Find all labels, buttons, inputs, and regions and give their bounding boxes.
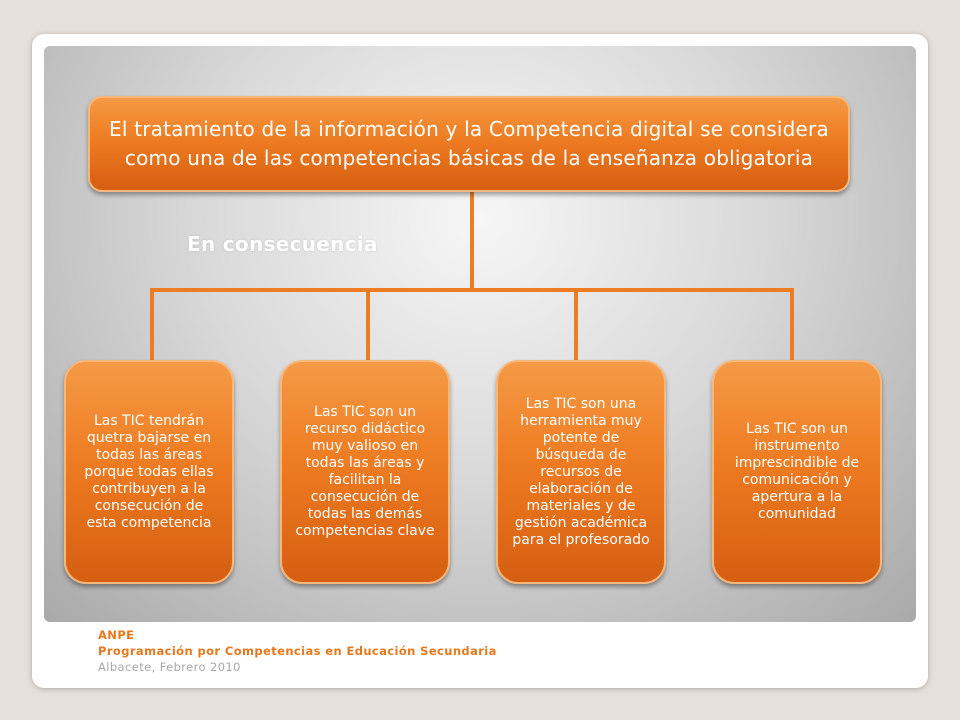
- footer-program: Programación por Competencias en Educación Secundaria: [98, 644, 497, 658]
- consequence-box-3: [496, 360, 666, 584]
- connector-label: En consecuencia: [187, 232, 378, 256]
- slide-canvas: [44, 46, 916, 622]
- consequence-text-3: Las TIC son una herramienta muy potente de búsqueda de recursos de elaboración de materiales y de gestión académica para el profesorado: [512, 395, 650, 548]
- consequence-box-2: [280, 360, 450, 584]
- consequence-text-1: Las TIC tendrán quetra bajarse en todas las áreas porque todas ellas contribuyen a la consecución de esta competencia: [84, 412, 214, 531]
- consequence-text-2: Las TIC son un recurso didáctico muy valioso en todas las áreas y facilitan la consecución de todas las demás competencias clave: [295, 404, 435, 539]
- main-statement-text: El tratamiento de la información y la Competencia digital se considera como una de las competencias básicas de la enseñanza obligatoria: [109, 117, 829, 170]
- main-statement-box: [88, 96, 850, 192]
- footer-org: ANPE: [98, 628, 135, 642]
- footer-place-date: Albacete, Febrero 2010: [98, 660, 241, 674]
- consequence-box-1: [64, 360, 234, 584]
- consequence-text-4: Las TIC son un instrumento imprescindible de comunicación y apertura a la comunidad: [734, 421, 860, 522]
- consequence-box-4: [712, 360, 882, 584]
- slide-footer: [98, 627, 497, 675]
